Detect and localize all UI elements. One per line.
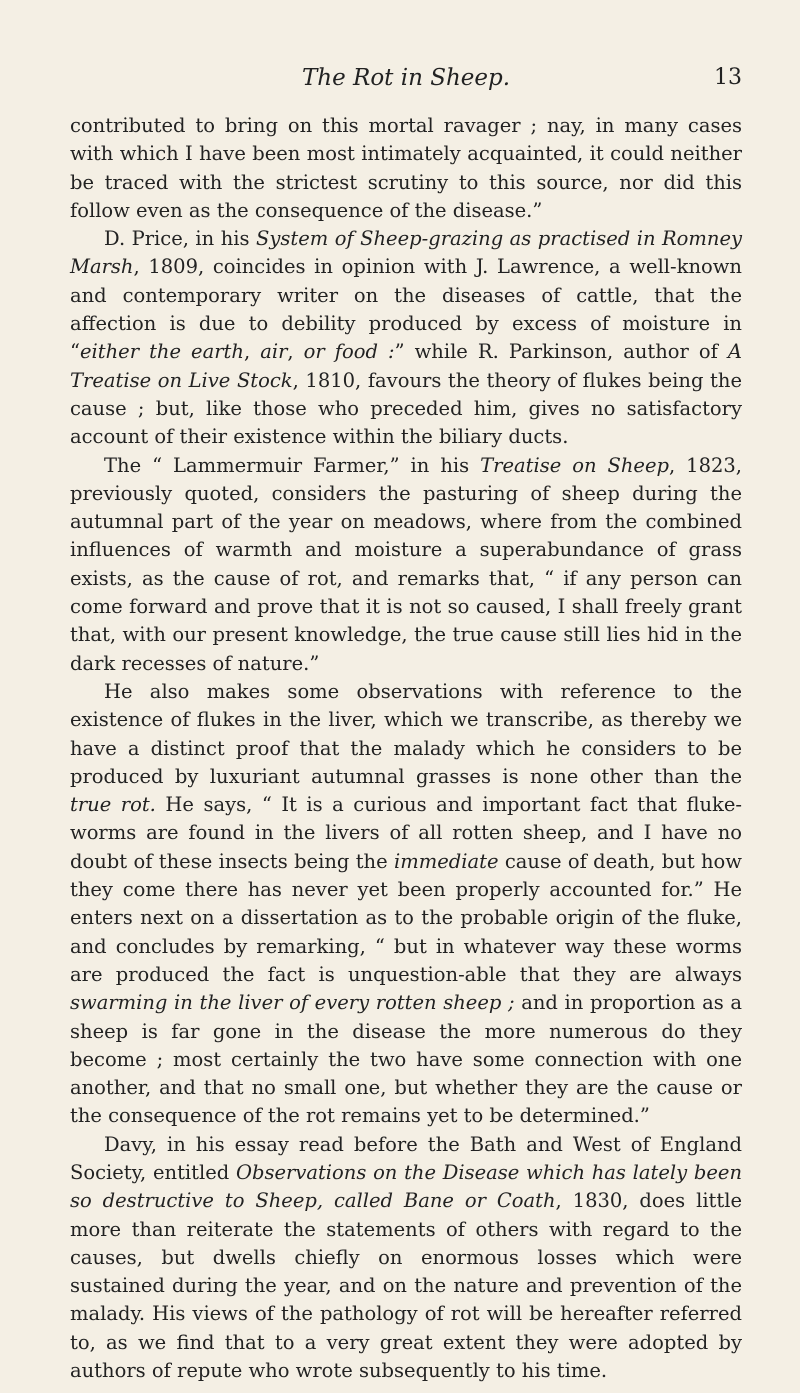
paragraph-1: [70, 112, 742, 225]
text-run: D. Price, in his: [104, 227, 256, 251]
body-text: [70, 112, 742, 1385]
text-run: ” while R. Parkinson, author of: [394, 340, 728, 364]
italic-phrase: swarming in the liver of every rotten sheep ;: [70, 991, 515, 1015]
paragraph-3: [70, 452, 742, 678]
text-run: cause of death, but how they come there has never yet been properly accounted for.” He enters next on a dissertation as to the probable origin of the fluke, and concludes by remarking, “ but in whatever way these worms are produced the fact is unquestion-able that they are always: [70, 849, 742, 986]
paragraph-4: [70, 678, 742, 1131]
paragraph-2: [70, 225, 742, 451]
paragraph-5: [70, 1131, 742, 1386]
text-run: ,: [243, 340, 261, 364]
text-run: He also makes some observations with reference to the existence of flukes in the liver, which we transcribe, as thereby we have a distinct proof that the malady which he considers to be produced by luxuriant autumnal grasses is none other than the: [70, 679, 742, 788]
page-number: 13: [714, 65, 742, 90]
italic-title: Observations on the Disease which has lately been so destructive to Sheep, called Bane or Coath: [70, 1160, 742, 1213]
text-run: , 1830, does little more than reiterate the statements of others with regard to the causes, but dwells chiefly on enormous losses which were sustained during the year, and on the nature and prevention of the malady. His views of the pathology of rot will be hereafter referred to, as we find that to a very great extent they were adopted by authors of repute who wrote subsequently to his time.: [70, 1189, 743, 1383]
text-run: ,: [287, 340, 304, 364]
italic-title: System of Sheep-grazing as practised in Romney Marsh: [70, 227, 743, 279]
running-title: The Rot in Sheep.: [301, 65, 511, 91]
page-header: [70, 58, 742, 98]
italic-phrase: true rot.: [70, 793, 156, 817]
italic-phrase: immediate: [394, 849, 499, 873]
italic-phrase: either the earth: [79, 340, 244, 364]
text-run: and in proportion as a sheep is far gone in the disease the more numerous do they become ; most certainly the two have some connection with one another, and that no small one, but whether they are the cause or the consequence of the rot remains yet to be determined.”: [70, 991, 742, 1128]
text-run: He says, “ It is a curious and important fact that fluke-worms are found in the livers of all rotten sheep, and I have no doubt of these insects being the: [70, 793, 742, 873]
text-run: , 1823, previously quoted, considers the pasturing of sheep during the autumnal part of the year on meadows, where from the combined influences of warmth and moisture a superabundance of grass exists, as the cause of rot, and remarks that, “ if any person can come forward and prove that it is not so caused, I shall freely grant that, with our present knowledge, the true cause still lies hid in the dark recesses of nature.”: [70, 453, 742, 675]
text-run: , 1810, favours the theory of flukes being the cause ; but, like those who preceded him, gives no satisfactory account of their existence within the biliary ducts.: [70, 368, 742, 449]
italic-phrase: or food :: [303, 340, 395, 364]
italic-title: Treatise on Sheep: [480, 453, 669, 477]
text-run: Davy, in his essay read before the Bath and West of England Society, entitled: [70, 1132, 742, 1184]
text-run: contributed to bring on this mortal ravager ; nay, in many cases with which I have been most intimately acquainted, it could neither be traced with the strictest scrutiny to this source, nor did this follow even as the consequence of the disease.”: [70, 114, 742, 222]
italic-title: A Treatise on Live Stock: [70, 340, 742, 392]
italic-phrase: air: [260, 340, 288, 364]
text-run: , 1809, coincides in opinion with J. Lawrence, a well-known and contemporary writer on the diseases of cattle, that the affection is due to debility produced by excess of moisture in “: [70, 255, 742, 364]
text-run: The “ Lammermuir Farmer,” in his: [104, 453, 481, 477]
